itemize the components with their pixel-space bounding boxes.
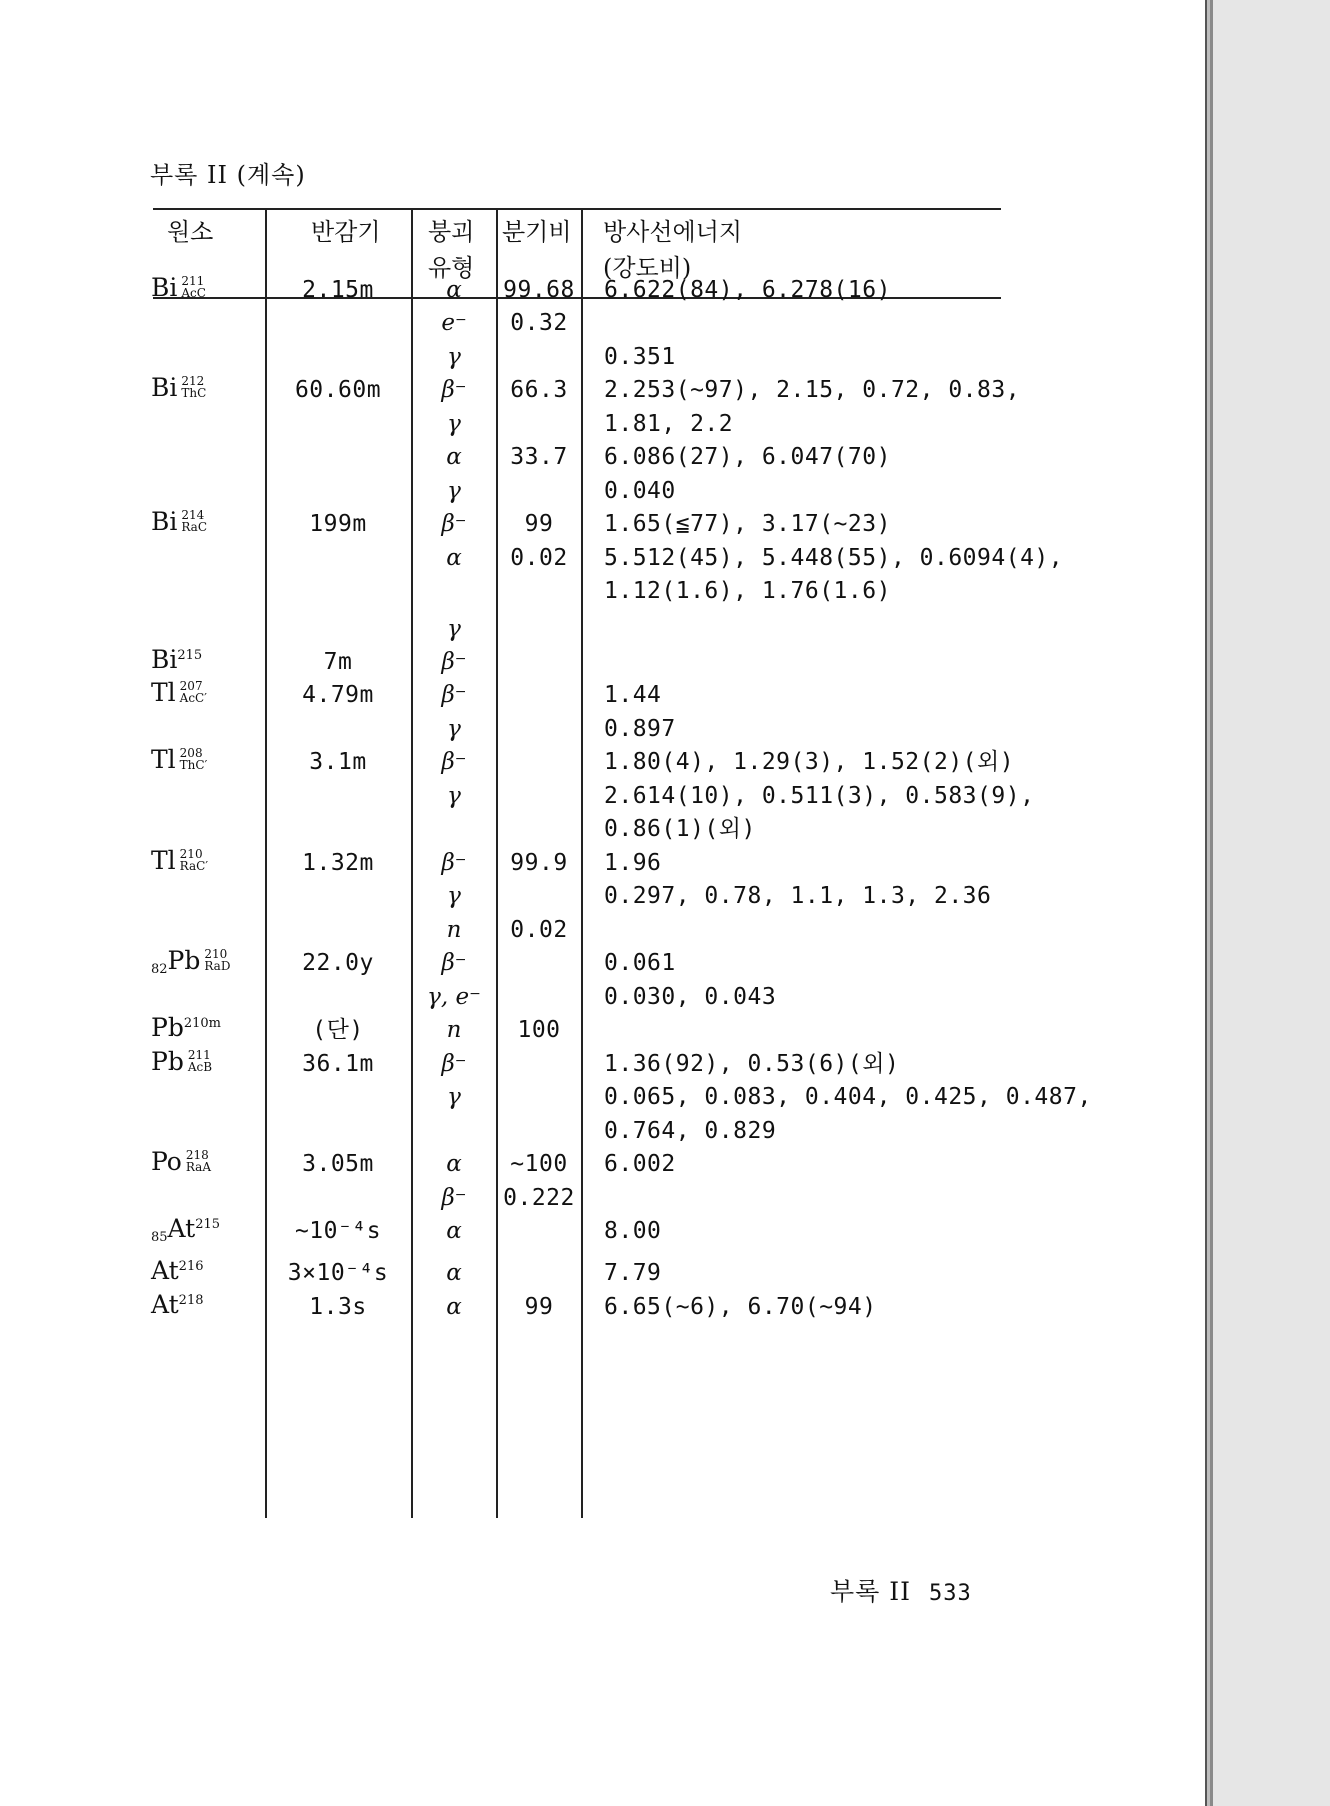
branching-ratio-cell: 99 [524, 511, 554, 537]
branching-ratio-cell: 100 [517, 1017, 561, 1043]
energy-cell: 0.065, 0.083, 0.404, 0.425, 0.487, [604, 1084, 1092, 1110]
halflife-cell: 2.15m [302, 277, 374, 303]
element-symbol: Pb [151, 1013, 184, 1042]
element-symbol: Pb [167, 946, 201, 975]
atomic-number: 85 [151, 1230, 168, 1245]
decay-mode-cell [413, 715, 495, 743]
element-symbol: Bi [151, 507, 178, 536]
energy-cell: 0.030, 0.043 [604, 984, 777, 1010]
element-symbol: Pb [151, 1047, 184, 1076]
energy-cell: 0.764, 0.829 [604, 1118, 777, 1144]
element-symbol: Tl [151, 678, 176, 707]
element-symbol: Bi [151, 273, 178, 302]
branching-ratio-cell: 99 [524, 1294, 554, 1320]
historical-name: AcC [181, 286, 206, 300]
isotope-label-stack [181, 275, 206, 299]
mass-number: 212 [181, 374, 205, 388]
decay-mode: γ [447, 344, 461, 370]
decay-mode: α [446, 1260, 462, 1286]
halflife-cell: 1.3s [309, 1294, 367, 1320]
mass-number: 215 [195, 1217, 221, 1232]
energy-cell: 0.897 [604, 716, 676, 742]
isotope-label-stack [181, 509, 207, 533]
halflife-cell: 36.1m [302, 1051, 374, 1077]
decay-mode-cell [413, 983, 495, 1011]
mass-number: 210 [179, 847, 203, 861]
charge-sign: − [454, 651, 467, 667]
energy-cell: 0.86(1)(외) [604, 816, 756, 842]
decay-mode-cell [413, 276, 495, 304]
header-mode-line1: 붕괴 [428, 218, 475, 246]
branching-ratio-cell: 99.68 [503, 277, 575, 303]
energy-cell: 6.622(84), 6.278(16) [604, 277, 891, 303]
element-cell [151, 1291, 204, 1319]
isotope-label-stack [180, 680, 207, 704]
decay-mode: γ [447, 1084, 461, 1110]
decay-mode: α [446, 277, 462, 303]
charge-sign: − [454, 684, 467, 700]
decay-mode-cell [413, 443, 495, 471]
historical-name: RaC [181, 520, 208, 534]
decay-mode: γ [447, 478, 461, 504]
decay-mode-cell [413, 1259, 495, 1287]
halflife-cell: 22.0y [302, 950, 374, 976]
energy-cell: 2.253(~97), 2.15, 0.72, 0.83, [604, 377, 1021, 403]
element-cell [151, 746, 207, 774]
decay-mode: γ [447, 616, 461, 642]
decay-mode: γ [447, 716, 461, 742]
element-cell [151, 1048, 212, 1076]
atomic-number: 82 [151, 962, 168, 977]
decay-mode-cell [413, 1293, 495, 1321]
decay-mode: n [446, 917, 462, 943]
decay-mode: β [441, 649, 455, 675]
element-cell [151, 1014, 221, 1042]
branching-ratio-cell: 0.02 [510, 545, 568, 571]
decay-mode-cell [413, 949, 495, 977]
energy-cell: 6.002 [604, 1151, 676, 1177]
header-element: 원소 [167, 218, 214, 246]
decay-mode: γ, e [427, 984, 470, 1010]
mass-number: 214 [181, 508, 205, 522]
charge-sign: − [454, 379, 467, 395]
energy-cell: 6.086(27), 6.047(70) [604, 444, 891, 470]
element-cell [151, 679, 207, 707]
halflife-cell: 7m [323, 649, 353, 675]
energy-cell: 7.79 [604, 1260, 662, 1286]
halflife-cell: 199m [309, 511, 367, 537]
branching-ratio-cell: 0.02 [510, 917, 568, 943]
energy-cell: 1.81, 2.2 [604, 411, 734, 437]
energy-cell: 1.65(≦77), 3.17(~23) [604, 511, 891, 537]
footer-label: 부록 II [830, 1577, 911, 1606]
element-cell [151, 847, 208, 875]
historical-name: AcC′ [179, 691, 207, 705]
decay-mode-cell [413, 544, 495, 572]
charge-sign: − [469, 986, 481, 1002]
charge-sign: − [454, 952, 467, 968]
energy-cell: 1.44 [604, 682, 662, 708]
branching-ratio-cell: 99.9 [510, 850, 568, 876]
energy-cell: 1.36(92), 0.53(6)(외) [604, 1051, 900, 1077]
page-footer [830, 1572, 972, 1608]
historical-name: RaC′ [179, 859, 209, 873]
decay-mode-cell [413, 1016, 495, 1044]
decay-mode: α [446, 444, 462, 470]
historical-name: ThC′ [179, 758, 208, 772]
decay-mode-cell [413, 782, 495, 810]
element-symbol: Bi [151, 373, 178, 402]
isotope-label-stack [180, 848, 208, 872]
branching-ratio-cell: 66.3 [510, 377, 568, 403]
element-symbol: At [167, 1214, 196, 1243]
decay-mode-cell [413, 681, 495, 709]
isotope-label-stack [181, 375, 206, 399]
branching-ratio-cell: 0.32 [510, 310, 568, 336]
element-cell [151, 508, 207, 536]
decay-mode-cell [413, 916, 495, 944]
element-symbol: Tl [151, 745, 176, 774]
halflife-cell: ~10⁻⁴s [294, 1218, 382, 1244]
header-energy-line1: 방사선에너지 [603, 218, 743, 246]
table-caption: 부록 II (계속) [150, 161, 306, 189]
energy-cell: 0.040 [604, 478, 676, 504]
historical-name: RaD [204, 959, 231, 973]
energy-cell: 1.80(4), 1.29(3), 1.52(2)(외) [604, 749, 1015, 775]
element-cell [151, 274, 206, 302]
element-symbol: Bi [151, 645, 178, 674]
charge-sign: − [454, 751, 467, 767]
decay-mode: γ [447, 783, 461, 809]
charge-sign: − [454, 513, 467, 529]
decay-mode-cell [413, 1184, 495, 1212]
header-energy-line2: (강도비) [603, 254, 692, 282]
decay-mode: α [446, 545, 462, 571]
decay-mode-cell [413, 510, 495, 538]
element-symbol: At [151, 1256, 179, 1285]
decay-mode-cell [413, 477, 495, 505]
decay-mode-cell [413, 343, 495, 371]
element-cell [151, 1148, 211, 1176]
decay-table [151, 208, 1092, 1518]
decay-mode-cell [413, 410, 495, 438]
halflife-cell: 3.05m [302, 1151, 374, 1177]
page-number: 533 [929, 1581, 972, 1606]
decay-mode: β [441, 950, 455, 976]
halflife-cell: 60.60m [294, 377, 382, 403]
branching-ratio-cell: 33.7 [510, 444, 568, 470]
header-ratio: 분기비 [502, 218, 572, 246]
element-symbol: At [151, 1290, 179, 1319]
element-cell [151, 1257, 204, 1285]
charge-sign: − [454, 1053, 467, 1069]
decay-mode-cell [413, 882, 495, 910]
mass-number: 208 [179, 746, 203, 760]
halflife-cell: 4.79m [302, 682, 374, 708]
charge-sign: − [454, 852, 467, 868]
energy-cell: 1.96 [604, 850, 662, 876]
element-symbol: Tl [151, 846, 176, 875]
decay-mode-cell [413, 309, 495, 337]
decay-mode-cell [413, 1083, 495, 1111]
mass-number: 207 [179, 679, 203, 693]
decay-mode-cell [413, 1150, 495, 1178]
halflife-cell: 3.1m [309, 749, 367, 775]
historical-name: RaA [185, 1160, 211, 1174]
decay-mode: β [441, 511, 455, 537]
decay-mode: β [441, 1185, 455, 1211]
decay-mode-cell [413, 849, 495, 877]
mass-number: 218 [185, 1148, 209, 1162]
decay-mode: α [446, 1218, 462, 1244]
mass-number: 211 [187, 1048, 211, 1062]
decay-mode: β [441, 682, 455, 708]
energy-cell: 0.061 [604, 950, 676, 976]
mass-number: 210 [204, 947, 228, 961]
header-halflife: 반감기 [311, 218, 381, 246]
element-cell [151, 1215, 220, 1248]
table-top-rule [153, 208, 1001, 210]
energy-cell: 0.351 [604, 344, 676, 370]
mass-number: 218 [178, 1293, 204, 1308]
decay-mode: β [441, 850, 455, 876]
decay-mode: α [446, 1151, 462, 1177]
decay-mode: β [441, 1051, 455, 1077]
decay-mode: γ [447, 411, 461, 437]
decay-mode: β [441, 749, 455, 775]
element-symbol: Po [151, 1147, 182, 1176]
decay-mode: α [446, 1294, 462, 1320]
element-cell [151, 374, 206, 402]
isotope-label-stack [186, 1149, 211, 1173]
decay-mode-cell [413, 615, 495, 643]
decay-mode-cell [413, 376, 495, 404]
historical-name: AcB [187, 1060, 213, 1074]
decay-mode: e [441, 310, 455, 336]
halflife-cell: (단) [312, 1017, 364, 1043]
energy-cell: 2.614(10), 0.511(3), 0.583(9), [604, 783, 1035, 809]
mass-number: 211 [181, 274, 205, 288]
decay-mode: β [441, 377, 455, 403]
historical-name: ThC [181, 386, 207, 400]
energy-cell: 8.00 [604, 1218, 662, 1244]
branching-ratio-cell: ~100 [510, 1151, 568, 1177]
decay-mode-cell [413, 1050, 495, 1078]
column-divider-4 [581, 208, 583, 1518]
isotope-label-stack [180, 747, 208, 771]
halflife-cell: 1.32m [302, 850, 374, 876]
energy-cell: 6.65(~6), 6.70(~94) [604, 1294, 877, 1320]
energy-cell: 0.297, 0.78, 1.1, 1.3, 2.36 [604, 883, 992, 909]
decay-mode-cell [413, 1217, 495, 1245]
halflife-cell: 3×10⁻⁴s [287, 1260, 389, 1286]
decay-mode: n [446, 1017, 462, 1043]
header-mode-line2: 유형 [428, 254, 475, 282]
charge-sign: − [454, 312, 467, 328]
branching-ratio-cell: 0.222 [503, 1185, 575, 1211]
mass-number: 210m [183, 1016, 221, 1031]
mass-number: 215 [177, 648, 203, 663]
decay-mode-cell [413, 748, 495, 776]
decay-mode: γ [447, 883, 461, 909]
energy-cell: 5.512(45), 5.448(55), 0.6094(4), [604, 545, 1064, 571]
energy-cell: 1.12(1.6), 1.76(1.6) [604, 578, 891, 604]
decay-mode-cell [413, 648, 495, 676]
element-cell [151, 947, 230, 980]
isotope-label-stack [204, 948, 230, 972]
element-cell [151, 646, 202, 674]
isotope-label-stack [188, 1049, 212, 1073]
mass-number: 216 [178, 1259, 204, 1274]
charge-sign: − [454, 1187, 467, 1203]
